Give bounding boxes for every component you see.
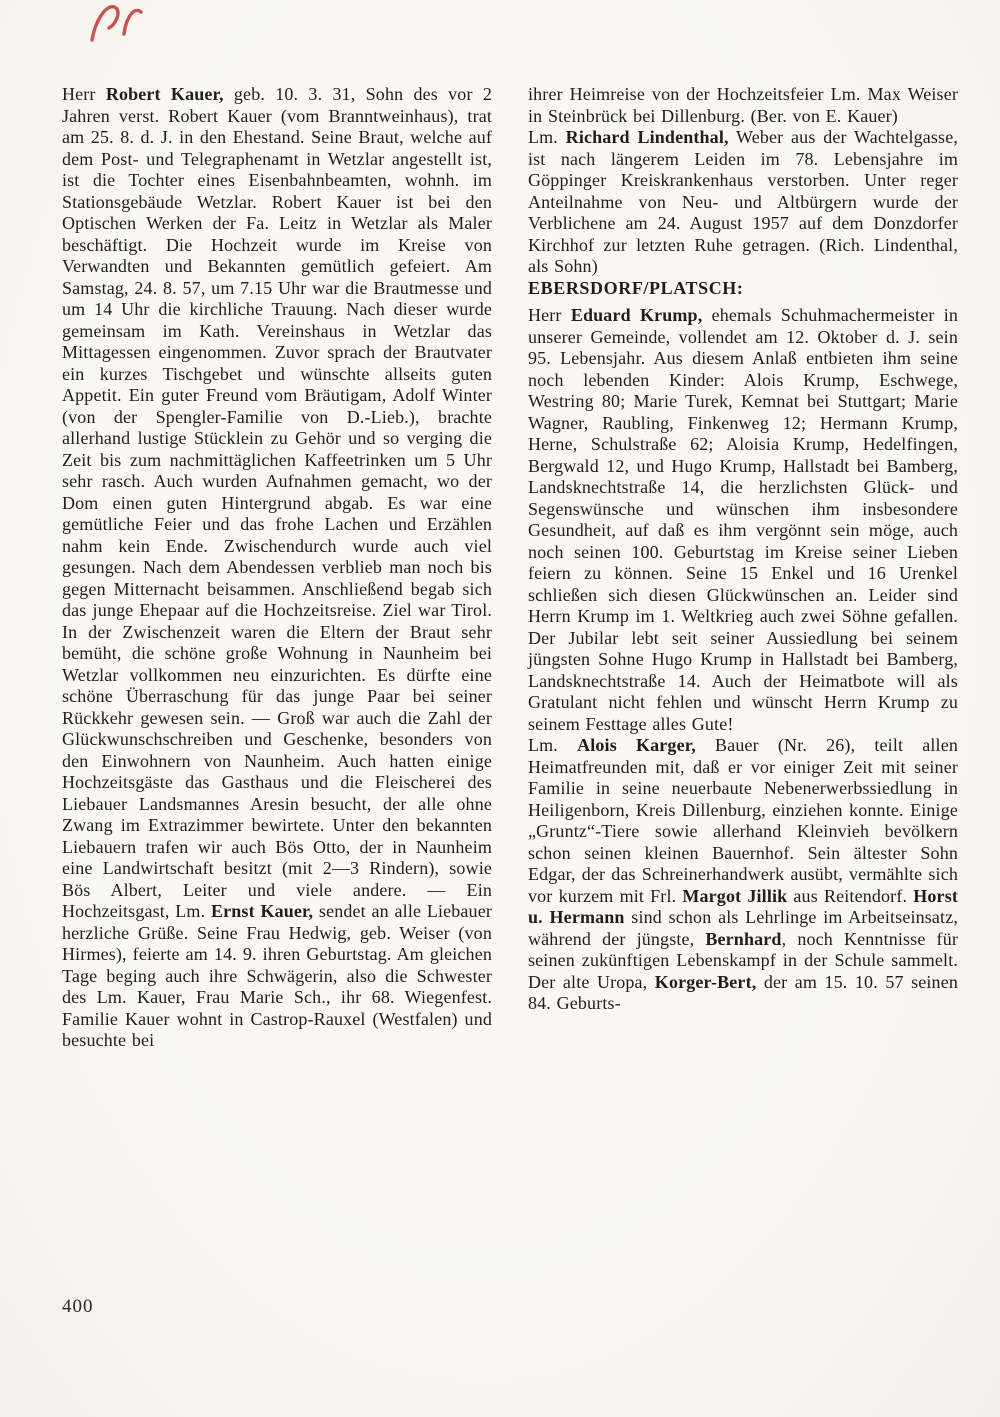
text-run: Lm. xyxy=(528,127,566,147)
text-run: Weber aus der Wachtelgasse, ist nach längerem Leiden im 78. Lebensjahre im Göppinger Kreiskrankenhaus verstorben. Unter reger Anteilnahme von Neu- und Altbürgern wurde der Verblichene am 24. August 1957 auf dem Donzdorfer Kirchhof zur letzten Ruhe getragen. (Rich. Lindenthal, als Sohn) xyxy=(528,127,958,276)
two-column-text-block xyxy=(62,84,958,1052)
bold-text-run: Korger-Bert, xyxy=(654,971,757,992)
bold-text-run: Margot Jillik xyxy=(682,885,788,906)
red-ink-mark xyxy=(86,0,144,44)
bold-text-run: Ernst Kauer, xyxy=(210,901,314,921)
text-run: aus Reitendorf. xyxy=(787,885,914,906)
bold-text-run: Eduard Krump, xyxy=(570,305,703,325)
text-run: geb. 10. 3. 31, Sohn des vor 2 Jahren verst. Robert Kauer (vom Branntweinhaus), trat am 25. 8. d. J. in den Ehestand. Seine Braut, welche auf dem Post- und Telegraphenamt in Wetzlar angestellt ist, ist die Tochter eines Eisenbahnbeamten, wohnh. im Stationsgebäude Wetzlar. Robert Kauer ist bei den Optischen Werken der Fa. Leitz in Wetzlar als Maler beschäftigt. Die Hochzeit wurde im Kreise von Verwandten und Bekannten gemütlich gefeiert. Am Samstag, 24. 8. 57, um 7.15 Uhr war die Brautmesse und um 14 Uhr die kirchliche Trauung. Nach dieser wurde gemeinsam im Kath. Vereinshaus in Wetzlar das Mittagessen eingenommen. Zuvor sprach der Brautvater ein kurzes Tischgebet und wünschte allseits guten Appetit. Ein guter Freund vom Bräutigam, Adolf Winter (von der Spengler-Familie von D.-Lieb.), brachte allerhand lustige Stücklein zu Gehör und so verging die Zeit bis zum nachmittäglichen Kaffeetrinken um 5 Uhr sehr rasch. Auch wurden Aufnahmen gemacht, wo der Dom einen guten Hintergrund abgab. Es war eine gemütliche Feier und das frohe Lachen und Erzählen nahm kein Ende. Zwischendurch wurde auch viel gesungen. Nach dem Abendessen verblieb man noch bis gegen Mitternacht beisammen. Anschließend begab sich das junge Ehepaar auf die Hochzeitsreise. Ziel war Tirol. In der Zwischenzeit waren die Eltern der Braut sehr bemüht, die schöne große Wohnung in Naunheim bei Wetzlar vollkommen neu einzurichten. Es dürfte eine schöne Überraschung für das junge Paar bei seiner Rückkehr gewesen sein. — Groß war auch die Zahl der Glückwunschschreiben und Geschenke, besonders von den Einwohnern von Naunheim. Auch hatten einige Hochzeitsgäste das Gasthaus und die Fleischerei des Liebauer Landsmannes Aresin besucht, der alle ohne Zwang im Extrazimmer bewirtete. Unter den bekannten Liebauern trafen wir auch Bös Otto, der in Naunheim eine Landwirtschaft besitzt (mit 2—3 Rindern), sowie Bös Albert, Leiter und viele andere. — Ein Hochzeitsgast, Lm. xyxy=(62,84,492,921)
section-heading xyxy=(528,278,958,300)
red-ink-stroke xyxy=(124,10,141,34)
bold-text-run: Alois Karger, xyxy=(577,735,696,755)
text-run: , noch Kenntnisse für seinen zukünftigen Lebenskampf in der Schule sammelt. Der alte Uropa, xyxy=(528,928,958,992)
text-run: ehemals Schuhmachermeister in unserer Gemeinde, vollendet am 12. Oktober d. J. sein 95. Lebensjahr. Aus diesem Anlaß entbieten ihm seine noch lebenden Kinder: Alois Krump, Eschwege, Westring 80; Marie Turek, Kemnat bei Stuttgart; Marie Wagner, Raubling, Finkenweg 12; Hermann Krump, Herne, Schulstraße 62; Aloisia Krump, Hedelfingen, Bergwald 12, und Hugo Krump, Hallstadt bei Bamberg, Landsknechtstraße 14, die herzlichsten Glück- und Segenswünsche und wünschen ihm insbesondere Gesundheit, auf daß es ihm vergönnt sein möge, auch noch seinen 100. Geburtstag im Kreise seiner Lieben feiern zu können. Seine 15 Enkel und 16 Urenkel schließen sich diesen Glückwünschen an. Leider sind Herrn Krump im 1. Weltkrieg auch zwei Söhne gefallen. Der Jubilar lebt seit seiner Aussiedlung bei seinem jüngsten Sohne Hugo Krump in Hallstadt bei Bamberg, Landsknechtstraße 14. Auch der Heimatbote will als Gratulant nicht fehlen und wünscht Herrn Krump zu seinem Festtage alles Gute! xyxy=(528,305,959,734)
page-number: 400 xyxy=(62,1296,94,1317)
text-run: ihrer Heimreise von der Hochzeitsfeier Lm. Max Weiser in Steinbrück bei Dillenburg. (Ber. von E. Kauer) xyxy=(528,84,958,126)
left-column xyxy=(62,84,492,1052)
right-column xyxy=(528,84,958,1052)
bold-text-run: EBERSDORF/PLATSCH: xyxy=(528,277,744,298)
bold-text-run: Robert Kauer, xyxy=(105,84,224,104)
text-run: sind schon als Lehrlinge im Arbeitseinsatz, während der jüngste, xyxy=(528,907,958,949)
paragraph xyxy=(528,84,958,127)
bold-text-run: Bernhard xyxy=(705,928,782,949)
text-run: Lm. xyxy=(528,735,578,755)
text-run: Herr xyxy=(528,305,571,325)
text-run: sendet an alle Liebauer herzliche Grüße. Seine Frau Hedwig, geb. Weiser (von Hirmes), feierte am 14. 9. ihren Geburtstag. Am gleichen Tage beging auch ihre Schwägerin, also die Schwester des Lm. Kauer, Frau Marie Sch., ihr 68. Wiegenfest. Familie Kauer wohnt in Castrop-Rauxel (Westfalen) und besuchte bei xyxy=(62,901,492,1050)
bold-text-run: Horst u. Hermann xyxy=(528,885,958,927)
paragraph xyxy=(528,305,958,735)
paragraph xyxy=(528,735,958,1015)
text-run: der am 15. 10. 57 seinen 84. Geburts- xyxy=(528,971,958,1013)
bold-text-run: Richard Lindenthal, xyxy=(565,127,729,147)
red-ink-stroke xyxy=(92,7,118,40)
paragraph xyxy=(62,84,492,1052)
paragraph xyxy=(528,127,958,278)
text-run: Herr xyxy=(62,84,106,104)
text-run: Bauer (Nr. 26), teilt allen Heimatfreunden mit, daß er vor einiger Zeit mit seiner Familie in seine neuerbaute Nebenerwerbssiedlung in Heiligenborn, Kreis Dillenburg, einziehen konnte. Einige „Gruntz“-Tiere sowie allerhand Kleinvieh bevölkern schon seinen kleinen Bauernhof. Sein ältester Sohn Edgar, der das Schreinerhandwerk ausübt, vermählte sich vor kurzem mit Frl. xyxy=(528,735,958,906)
